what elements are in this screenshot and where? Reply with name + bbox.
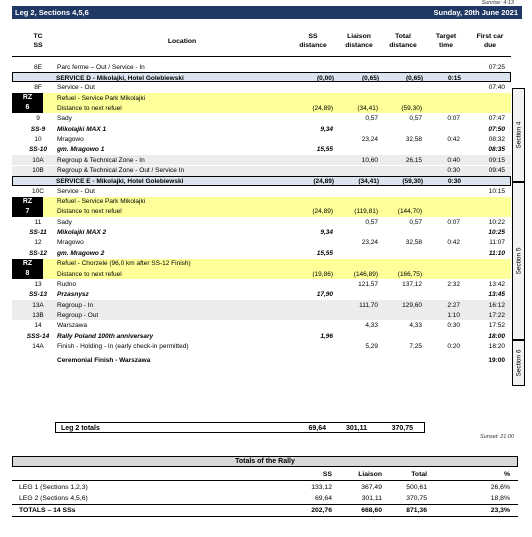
cell-loc: Distance to next refuel	[57, 208, 122, 216]
cell-loc: Regroup - Out	[57, 311, 99, 319]
cell-li: 0,57	[365, 218, 378, 226]
table-row	[12, 356, 511, 366]
cell-ss: (0,00)	[317, 74, 334, 82]
cell-to: (144,70)	[397, 208, 422, 216]
cell-loc: Ceremonial Finish - Warszawa	[57, 357, 151, 365]
section-tab-4: Section 4	[512, 88, 525, 182]
cell-tc: 13	[34, 280, 42, 288]
cell-tc: 10A	[32, 156, 44, 164]
cell-to: (166,75)	[397, 270, 422, 278]
table-row	[43, 197, 511, 207]
cell-fc: 07:47	[488, 115, 505, 123]
cell-tc: 13A	[32, 301, 44, 309]
cell-ta: 0:07	[447, 218, 460, 226]
cell-to: (0,65)	[406, 74, 423, 82]
cell-loc: Mragowo	[57, 239, 84, 247]
cell-tc: SS-10	[28, 146, 48, 154]
cell-ta: 0:42	[447, 135, 460, 143]
cell-ta: 0:15	[447, 74, 461, 82]
cell-li: (34,41)	[357, 104, 378, 112]
cell-loc: Refuel - Service Park Mikolajki	[57, 94, 146, 102]
cell-fc: 09:45	[488, 167, 505, 174]
cell-loc: Mragowo	[57, 135, 84, 143]
cell-tc: 10C	[32, 187, 44, 195]
table-row	[12, 166, 511, 176]
cell-to: 4,33	[409, 322, 422, 330]
cell-ss: (24,89)	[313, 178, 334, 186]
cell-fc: 19:00	[488, 357, 505, 365]
table-row	[12, 228, 511, 238]
header-tc-ss: TC SS	[33, 33, 43, 49]
cell-loc: gm. Mragowo 2	[57, 249, 105, 257]
table-row	[43, 207, 511, 217]
cell-loc: Warszawa	[57, 322, 88, 330]
cell-tc: 14A	[32, 342, 44, 350]
table-row	[12, 300, 511, 310]
header-ss-distance: SS distance	[299, 33, 327, 49]
cell-to: 7,25	[409, 342, 422, 350]
cell-fc: 18:00	[488, 332, 505, 340]
title-bar	[12, 6, 522, 19]
cell-li: (0,65)	[362, 74, 379, 82]
rally-totals-header: SS Liaison Total %	[322, 470, 510, 478]
cell-li: 23,24	[361, 239, 378, 247]
cell-tc: 12	[34, 239, 42, 247]
cell-tc: SSS-14	[26, 332, 50, 340]
cell-ta: 0:40	[447, 156, 460, 164]
cell-fc: 18:20	[488, 342, 505, 350]
cell-li: (146,89)	[353, 270, 378, 278]
table-row	[12, 290, 511, 300]
cell-fc: 11:07	[489, 239, 505, 247]
cell-fc: 10:25	[488, 229, 505, 237]
cell-fc: 17:22	[488, 311, 505, 319]
table-row	[12, 186, 511, 196]
cell-loc: Rally Poland 100th anniversary	[57, 332, 154, 340]
table-row	[12, 321, 511, 331]
cell-tc: 8E	[34, 63, 42, 71]
cell-ta: 0:20	[447, 342, 460, 350]
cell-ta: 0:30	[447, 322, 460, 330]
cell-loc: Regroup & Technical Zone - Out / Service In	[57, 167, 185, 174]
cell-li: 121,57	[358, 280, 378, 288]
cell-tc: SS-13	[28, 291, 48, 299]
refuel-zone-box: RZ 7	[12, 197, 43, 217]
cell-fc: 07:25	[488, 63, 505, 71]
cell-ta: 2:32	[447, 280, 460, 288]
cell-ss: 15,55	[316, 249, 333, 257]
header-rule	[12, 56, 511, 57]
rally-totals-title: Totals of the Rally	[12, 456, 518, 467]
cell-tc: SS-9	[30, 125, 46, 133]
cell-ta: 0:30	[447, 178, 461, 186]
cell-loc: Refuel - Service Park Mikolajki	[57, 198, 146, 206]
cell-ss: 1,96	[320, 332, 333, 340]
table-row	[43, 269, 511, 279]
cell-to: 0,57	[409, 218, 422, 226]
cell-tc: 10B	[32, 167, 44, 174]
cell-tc: 8F	[34, 84, 42, 92]
header-first-car: First car due	[476, 33, 504, 49]
cell-loc: Sady	[57, 218, 72, 226]
cell-to: 26,15	[405, 156, 422, 164]
cell-loc: Finish - Holding - In (early check-in permitted)	[57, 342, 189, 350]
cell-to: (59,30)	[402, 178, 423, 186]
header-location: Location	[167, 38, 197, 45]
cell-li: 0,57	[365, 115, 378, 123]
table-row	[43, 103, 511, 113]
header-liaison: Liaison distance	[345, 33, 373, 49]
cell-ss: (19,86)	[312, 270, 333, 278]
cell-fc: 08:32	[488, 135, 505, 143]
cell-loc: Mikolajki MAX 1	[57, 125, 107, 133]
rally-totals-row: LEG 1 (Sections 1,2,3) 133,12 367,49 500,61 26,6%	[19, 483, 510, 491]
table-row	[12, 176, 511, 186]
cell-loc: Przasnysz	[57, 291, 89, 299]
cell-to: 0,57	[409, 115, 422, 123]
cell-fc: 10:22	[488, 218, 505, 226]
cell-fc: 07:40	[488, 84, 505, 92]
cell-loc: SERVICE D - Mikolajki, Hotel Golebiewski	[56, 74, 184, 82]
cell-li: 4,33	[365, 322, 378, 330]
table-row	[12, 238, 511, 248]
section-tab-6: Section 6	[512, 340, 525, 386]
sunset-note: Sunset: 21:00	[480, 434, 514, 440]
cell-tc: 14	[34, 322, 42, 330]
cell-tc: 13B	[32, 311, 44, 319]
table-row	[12, 83, 511, 93]
table-row	[43, 259, 511, 269]
table-row	[12, 155, 511, 165]
cell-fc: 08:35	[488, 146, 505, 154]
cell-fc: 07:50	[488, 125, 505, 133]
table-row	[12, 62, 511, 72]
cell-to: (59,30)	[401, 104, 422, 112]
cell-fc: 17:52	[488, 322, 505, 330]
cell-loc: Sady	[57, 115, 72, 123]
cell-fc: 13:45	[488, 291, 505, 299]
cell-fc: 11:10	[488, 249, 505, 257]
table-header	[12, 29, 511, 54]
cell-ss: 17,90	[316, 291, 333, 299]
rally-totals-row: LEG 2 (Sections 4,5,6) 69,64 301,11 370,75 18,8%	[19, 494, 510, 502]
header-target: Target time	[435, 33, 457, 49]
cell-tc: 11	[34, 218, 42, 226]
refuel-zone-box: RZ 8	[12, 259, 43, 279]
refuel-zone-box: RZ 6	[12, 93, 43, 113]
table-row	[12, 217, 511, 227]
cell-loc: Regroup & Technical Zone - In	[57, 156, 145, 164]
cell-loc: Service - Out	[57, 84, 95, 92]
cell-tc: 10	[34, 135, 42, 143]
leg-totals-row: Leg 2 totals 69,64 301,11 370,75	[55, 422, 425, 433]
cell-tc: 9	[36, 115, 40, 123]
cell-ss: (24,89)	[312, 104, 333, 112]
table-row	[12, 124, 511, 134]
cell-loc: Distance to next refuel	[57, 270, 122, 278]
cell-tc: SS-11	[29, 229, 47, 237]
cell-li: 10,60	[361, 156, 378, 164]
cell-ta: 1:10	[447, 311, 460, 319]
cell-ss: 15,55	[316, 146, 333, 154]
table-row	[12, 114, 511, 124]
table-row	[43, 93, 511, 103]
cell-li: 111,70	[359, 301, 378, 309]
table-row	[12, 145, 511, 155]
header-total: Total distance	[389, 33, 417, 49]
cell-loc: Service - Out	[57, 187, 95, 195]
cell-li: 23,24	[361, 135, 378, 143]
cell-loc: SERVICE E - Mikolajki, Hotel Golebiewski	[56, 178, 184, 186]
cell-li: (119,81)	[354, 208, 378, 216]
cell-fc: 10:15	[488, 187, 505, 195]
date-title: Sunday, 20th June 2021	[433, 8, 518, 17]
table-row	[12, 331, 511, 341]
cell-loc: Regroup - In	[57, 301, 94, 309]
cell-to: 32,58	[405, 135, 422, 143]
sunrise-note: Sunrise: 4:13	[481, 0, 514, 6]
cell-ss: (24,89)	[312, 208, 333, 216]
cell-to: 32,58	[405, 239, 422, 247]
cell-loc: Distance to next refuel	[57, 104, 122, 112]
section-tab-5: Section 5	[512, 182, 525, 340]
cell-to: 137,12	[402, 280, 422, 288]
table-row	[12, 341, 511, 351]
cell-ss: 9,34	[320, 125, 333, 133]
cell-fc: 16:12	[488, 301, 505, 309]
cell-loc: Rudno	[57, 280, 77, 288]
cell-loc: Refuel - Chorzele (96,0 km after SS-12 Finish)	[57, 260, 191, 268]
table-row	[12, 248, 511, 258]
cell-tc: SS-12	[28, 249, 48, 257]
table-row	[12, 279, 511, 289]
cell-li: (34,41)	[358, 178, 379, 186]
table-row	[12, 72, 511, 82]
cell-ta: 0:30	[447, 167, 460, 174]
cell-fc: 09:15	[488, 156, 505, 164]
cell-to: 129,60	[402, 301, 422, 309]
cell-li: 5,29	[365, 342, 378, 350]
cell-loc: Mikolajki MAX 2	[57, 229, 107, 237]
cell-loc: gm. Mragowo 1	[57, 146, 105, 154]
cell-fc: 13:42	[488, 280, 505, 288]
cell-ss: 9,34	[320, 229, 333, 237]
cell-ta: 2:27	[447, 301, 460, 309]
cell-ta: 0:42	[447, 239, 460, 247]
cell-loc: Parc ferme – Out / Service - In	[57, 63, 145, 71]
rally-totals-row: TOTALS – 14 SSs 202,76 668,60 871,36 23,3%	[12, 504, 518, 517]
rally-header-rule	[12, 480, 518, 481]
table-row	[12, 310, 511, 320]
leg-title: Leg 2, Sections 4,5,6	[15, 8, 89, 17]
cell-ta: 0:07	[447, 115, 460, 123]
table-row	[12, 134, 511, 144]
